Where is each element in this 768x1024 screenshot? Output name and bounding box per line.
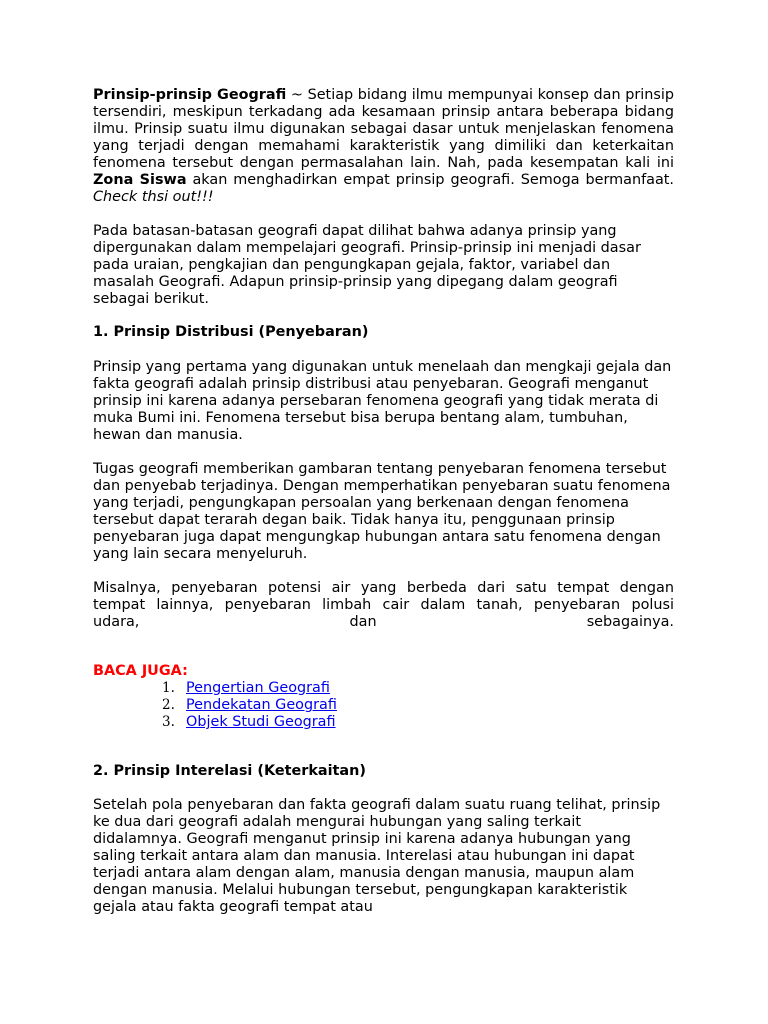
list-item [162,714,674,731]
word-sebagainya: sebagainya. [586,614,674,630]
section-1-paragraph-1: Prinsip yang pertama yang digunakan untuk menelaah dan mengkaji gejala dan fakta geografi adalah prinsip distribusi atau penyebaran. Geografi menganut prinsip ini karena adanya persebaran fenomena geografi yang tidak merata di muka Bumi ini. Fenomena tersebut bisa berupa bentang alam, tumbuhan, hewan dan manusia. [93,359,672,443]
baca-juga-label: BACA JUGA: [93,663,188,679]
section-1-heading: 1. Prinsip Distribusi (Penyebaran) [93,324,369,340]
brand-name: Zona Siswa [93,172,187,188]
section-1-paragraph-3 [93,580,674,631]
link-objek-studi-geografi[interactable]: Objek Studi Geografi [186,714,336,730]
section-1-paragraph-3-text: Misalnya, penyebaran potensi air yang berbeda dari satu tempat dengan tempat lainnya, penyebaran limbah cair dalam tanah, penyebaran polusi [93,580,674,613]
word-dan: dan [349,614,377,630]
section-1-paragraph-2: Tugas geografi memberikan gambaran tentang penyebaran fenomena tersebut dan penyebab terjadinya. Dengan memperhatikan penyebaran suatu fenomena yang terjadi, pengungkapan persoalan yang berkenaan dengan fenomena tersebut dapat terarah degan baik. Tidak hanya itu, penggunaan prinsip penyebaran juga dapat mengungkap hubungan antara satu fenomena dengan yang lain secara menyeluruh. [93,461,671,562]
section-1-paragraph-3-end [93,614,674,631]
list-number: 3. [162,714,175,730]
intro-cta: Check thsi out!!! [93,189,214,205]
list-item [162,697,674,714]
word-udara: udara, [93,614,140,630]
link-pengertian-geografi[interactable]: Pengertian Geografi [186,680,330,696]
list-number: 1. [162,680,175,696]
batasan-paragraph: Pada batasan-batasan geografi dapat dilihat bahwa adanya prinsip yang dipergunakan dalam mempelajari geografi. Prinsip-prinsip ini menjadi dasar pada uraian, pengkajian dan pengungkapan gejala, faktor, variabel dan masalah Geografi. Adapun prinsip-prinsip yang dipegang dalam geografi sebagai berikut. [93,223,641,307]
baca-juga-list [162,680,674,731]
intro-text-1: Setiap bidang ilmu mempunyai konsep dan prinsip tersendiri, meskipun terkadang ada kesamaan prinsip antara beberapa bidang ilmu. Prinsip suatu ilmu digunakan sebagai dasar untuk menjelaskan fenomena yang terjadi dengan memahami karakteristik yang dimiliki dan keterkaitan fenomena tersebut dengan permasalahan lain. Nah, pada kesempatan kali ini [93,87,675,171]
section-2-heading: 2. Prinsip Interelasi (Keterkaitan) [93,763,366,779]
list-item [162,680,674,697]
intro-text-2: akan menghadirkan empat prinsip geografi. Semoga bermanfaat. [186,172,674,188]
document-page [93,87,674,916]
link-pendekatan-geografi[interactable]: Pendekatan Geografi [186,697,337,713]
intro-paragraph [93,87,674,206]
list-number: 2. [162,697,175,713]
section-2-paragraph-1: Setelah pola penyebaran dan fakta geografi dalam suatu ruang telihat, prinsip ke dua dari geografi adalah mengurai hubungan yang saling terkait didalamnya. Geografi menganut prinsip ini karena adanya hubungan yang saling terkait antara alam dan manusia. Interelasi atau hubungan ini dapat terjadi antara alam dengan alam, manusia dengan manusia, maupun alam dengan manusia. Melalui hubungan tersebut, pengungkapan karakteristik gejala atau fakta geografi tempat atau [93,797,661,915]
intro-separator: ~ [286,87,308,103]
intro-title: Prinsip-prinsip Geografi [93,87,287,103]
